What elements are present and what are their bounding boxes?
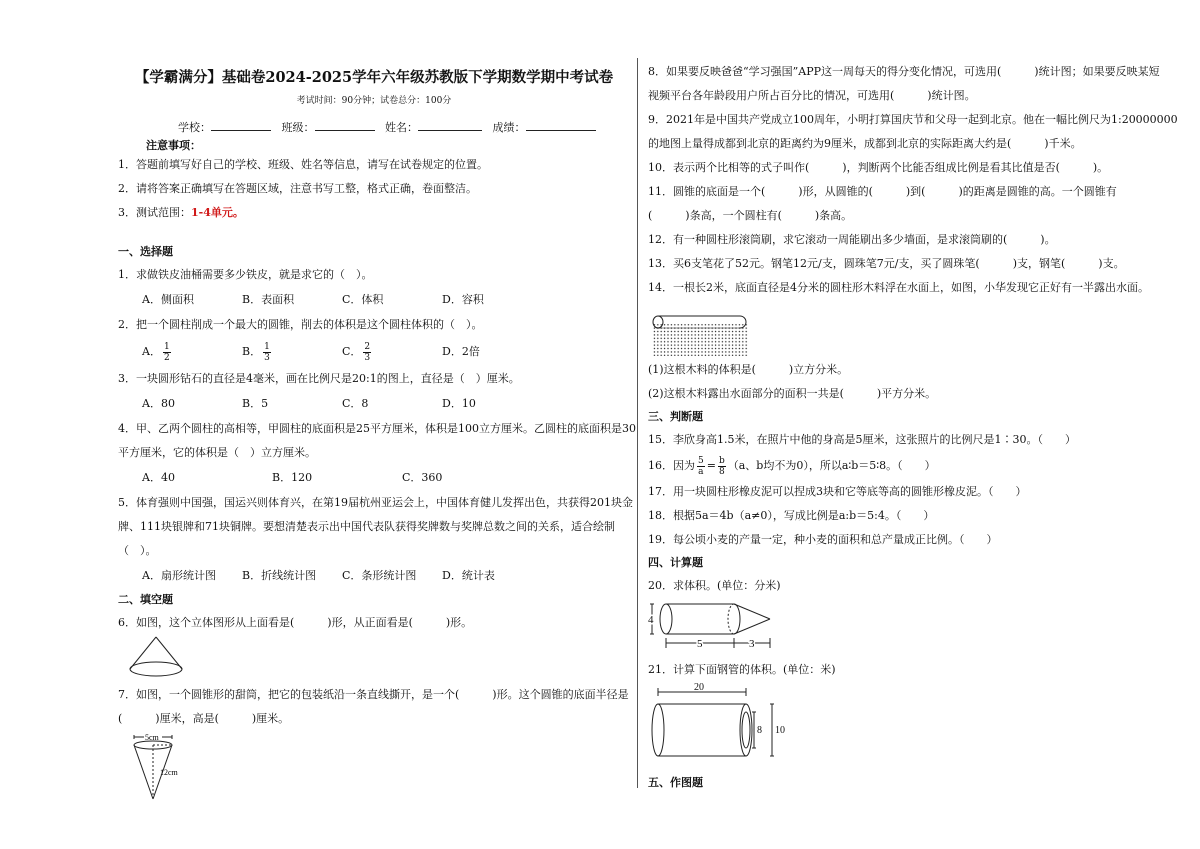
fraction: [363, 342, 371, 363]
section-2-heading: 二、填空题: [118, 593, 173, 606]
option-b[interactable]: B．5: [242, 397, 269, 410]
question-17: 17．用一块圆柱形橡皮泥可以捏成3块和它等底等高的圆锥形橡皮泥。（ ）: [648, 485, 1027, 498]
question-9-line-2: 的地图上量得成都到北京的距离约为9厘米，成都到北京的实际距离大约是( )千米。: [648, 137, 1082, 150]
question-1: 1．求做铁皮油桶需要多少铁皮，就是求它的（ ）。: [118, 268, 373, 281]
denominator: 3: [264, 352, 270, 363]
option-b-label: B．: [242, 345, 262, 358]
denominator: 3: [364, 352, 371, 363]
question-4-line-2: 平方厘米，它的体积是（ ）立方厘米。: [118, 446, 316, 459]
numerator: 1: [264, 341, 270, 352]
numerator: 5: [698, 455, 704, 466]
student-info-row: [118, 119, 630, 135]
section-3-heading: 三、判断题: [648, 410, 703, 423]
note-3: [118, 201, 630, 225]
right-column: [648, 60, 1178, 794]
score-blank[interactable]: [526, 120, 596, 131]
option-a[interactable]: A．40: [142, 471, 175, 484]
notes-heading: 注意事项：: [146, 139, 201, 152]
question-14: 14．一根长2米，底面直径是4分米的圆柱形木料浮在水面上，如图，小华发现它正好有一半露出水面。: [648, 281, 1149, 294]
numerator: 1: [163, 341, 170, 352]
question-7-line-1: 7．如图，一个圆锥形的甜筒，把它的包装纸沿一条直线撕开，是一个( )形。这个圆锥的底面半径是: [118, 688, 629, 701]
exam-subtitle: 考试时间：90分钟；试卷总分：100分: [296, 96, 452, 106]
fraction: [263, 342, 271, 363]
option-d[interactable]: D．统计表: [442, 569, 495, 582]
class-label: 班级：: [281, 121, 315, 134]
cylinder-cone-figure: [648, 598, 788, 658]
question-14-part-1: (1)这根木料的体积是( )立方分米。: [648, 363, 849, 376]
question-16-suffix: （a、b均不为0），所以a∶b＝5∶8。（ ）: [727, 459, 936, 472]
option-a[interactable]: A．80: [142, 397, 175, 410]
question-8-line-2: 视频平台各年龄段用户所占百分比的情况，可选用( )统计图。: [648, 89, 976, 102]
section-4-heading: 四、计算题: [648, 556, 703, 569]
test-range: 1-4单元。: [191, 206, 244, 219]
pipe-length-label: 20: [694, 682, 704, 693]
question-10: 10．表示两个比相等的式子叫作( )，判断两个比能否组成比例是看其比值是否( )。: [648, 161, 1109, 174]
school-label: 学校：: [178, 121, 211, 134]
class-blank[interactable]: [315, 120, 375, 131]
option-b[interactable]: B．折线统计图: [242, 569, 317, 582]
school-blank[interactable]: [211, 120, 271, 131]
option-b[interactable]: B．表面积: [242, 293, 295, 306]
question-1-options: [118, 287, 630, 313]
equals-sign: =: [706, 459, 716, 472]
floating-log-figure: [650, 300, 760, 358]
water-dots: [652, 324, 748, 356]
question-2-options: [118, 337, 630, 367]
question-4-options: [118, 465, 630, 491]
note-3-prefix: 3．测试范围：: [118, 206, 191, 219]
question-5-line-2: 牌、111块银牌和71块铜牌。要想清楚表示出中国代表队获得奖牌数与奖牌总数之间的关系，适合绘制: [118, 520, 615, 533]
ice-cream-cone-figure: [124, 731, 204, 805]
option-c[interactable]: C．8: [342, 397, 369, 410]
option-d[interactable]: D．10: [442, 397, 476, 410]
denominator: a: [698, 466, 704, 477]
cone-figure: [126, 635, 186, 679]
numerator: b: [718, 455, 725, 466]
option-a[interactable]: A．侧面积: [142, 293, 194, 306]
option-c[interactable]: C．体积: [342, 293, 384, 306]
option-d[interactable]: D．2倍: [442, 345, 480, 358]
question-2: 2．把一个圆柱削成一个最大的圆锥，削去的体积是这个圆柱体积的（ ）。: [118, 318, 483, 331]
question-11-line-2: ( )条高，一个圆柱有( )条高。: [648, 209, 853, 222]
note-1: 1．答题前填写好自己的学校、班级、姓名等信息，请写在试卷规定的位置。: [118, 158, 488, 171]
question-8-line-1: 8．如果要反映爸爸“学习强国”APP这一周每天的得分变化情况，可选用( )统计图；如果要反映某短: [648, 65, 1160, 78]
cone-side-label: 12cm: [160, 768, 178, 777]
question-5-line-3: （ ）。: [118, 544, 157, 557]
question-16: [648, 452, 1160, 480]
exam-title: 【学霸满分】基础卷2024-2025学年六年级苏教版下学期数学期中考试卷: [134, 69, 614, 86]
note-2: 2．请将答案正确填写在答题区域，注意书写工整，格式正确，卷面整洁。: [118, 182, 477, 195]
outer-diameter-label: 10: [775, 725, 785, 736]
option-a[interactable]: [142, 337, 242, 367]
denominator: 2: [163, 352, 170, 363]
question-9-line-1: 9．2021年是中国共产党成立100周年，小明打算国庆节和父母一起到北京。他在一幅比例尺为1:20000000: [648, 113, 1178, 126]
option-a[interactable]: A．扇形统计图: [142, 569, 216, 582]
option-c-label: C．: [342, 345, 362, 358]
question-6: 6．如图，这个立体图形从上面看是( )形，从正面看是( )形。: [118, 616, 473, 629]
cone-top-label: 5cm: [145, 733, 159, 742]
fraction: [718, 456, 726, 477]
column-divider: [637, 58, 638, 788]
cone-length-label: 3: [749, 638, 755, 650]
question-4-line-1: 4．甲、乙两个圆柱的高相等，甲圆柱的底面积是25平方厘米，体积是100立方厘米。乙圆柱的底面积是30: [118, 422, 636, 435]
question-12: 12．有一种圆柱形滚筒刷，求它滚动一周能刷出多少墙面，是求滚筒刷的( )。: [648, 233, 1056, 246]
question-21: 21．计算下面钢管的体积。(单位：米): [648, 663, 836, 676]
option-a-label: A．: [142, 345, 161, 358]
question-19: 19．每公顷小麦的产量一定，种小麦的面积和总产量成正比例。（ ）: [648, 533, 998, 546]
option-b[interactable]: [242, 337, 342, 367]
question-14-part-2: (2)这根木料露出水面部分的面积一共是( )平方分米。: [648, 387, 937, 400]
denominator: 8: [718, 466, 725, 477]
question-11-line-1: 11．圆锥的底面是一个( )形，从圆锥的( )到( )的距离是圆锥的高。一个圆锥有: [648, 185, 1117, 198]
question-13: 13．买6支笔花了52元。钢笔12元/支，圆珠笔7元/支，买了圆珠笔( )支，钢笔( )支。: [648, 257, 1125, 270]
question-5-line-1: 5．体育强则中国强，国运兴则体育兴，在第19届杭州亚运会上，中国体育健儿发挥出色，共获得201块金: [118, 496, 633, 509]
question-5-options: [118, 563, 630, 589]
option-c[interactable]: C．条形统计图: [342, 569, 417, 582]
question-18: 18．根据5a＝4b（a≠0），写成比例是a:b＝5:4。（ ）: [648, 509, 935, 522]
name-label: 姓名：: [385, 121, 418, 134]
name-blank[interactable]: [418, 120, 482, 131]
option-c[interactable]: C．360: [402, 471, 443, 484]
question-3: 3．一块圆形钻石的直径是4毫米，画在比例尺是20:1的图上，直径是（ ）厘米。: [118, 372, 520, 385]
inner-diameter-label: 8: [757, 725, 762, 736]
numerator: 2: [364, 341, 371, 352]
question-15: 15．李欣身高1.5米，在照片中他的身高是5厘米，这张照片的比例尺是1∶30。（ ）: [648, 433, 1076, 446]
score-label: 成绩：: [492, 121, 526, 134]
option-d[interactable]: D．容积: [442, 293, 484, 306]
section-5-heading: 五、作图题: [648, 776, 703, 789]
option-b[interactable]: B．120: [272, 471, 313, 484]
cylinder-length-label: 5: [697, 638, 703, 650]
question-16-prefix: 16．因为: [648, 459, 695, 472]
question-20: 20．求体积。(单位：分米): [648, 579, 781, 592]
height-label: 4: [648, 614, 654, 626]
question-3-options: [118, 391, 630, 417]
steel-pipe-figure: [648, 682, 808, 762]
question-7-line-2: ( )厘米，高是( )厘米。: [118, 712, 290, 725]
section-1-heading: 一、选择题: [118, 245, 173, 258]
left-column: [118, 60, 636, 805]
option-c[interactable]: [342, 337, 442, 367]
fraction: [163, 342, 171, 363]
fraction: [697, 456, 705, 477]
